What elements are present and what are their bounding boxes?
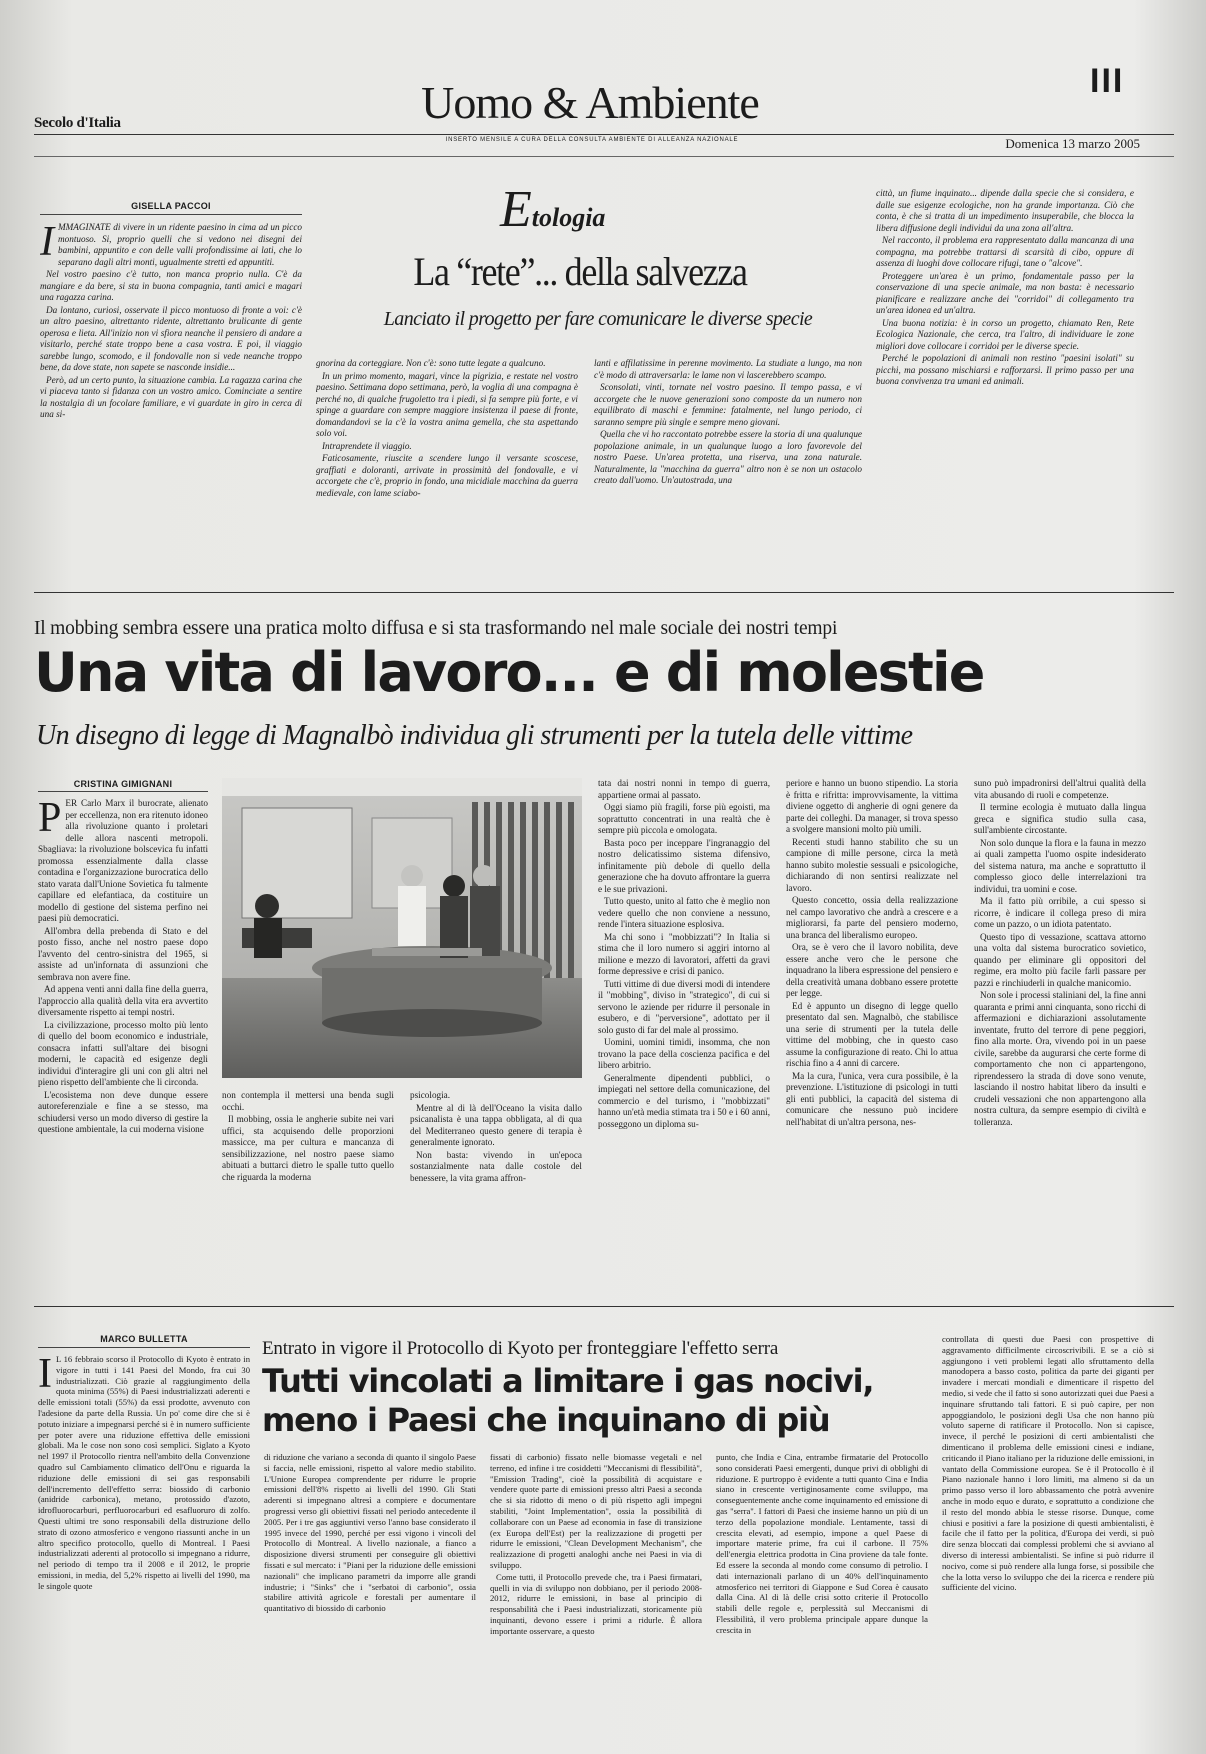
paragraph: Ad appena venti anni dalla fine della guerra, l'approccio alla qualità della vita era avvertito diversamente rispetto ai tempi nostri. xyxy=(38,984,208,1017)
byline-rule xyxy=(38,791,208,792)
article3-headline: Tutti vincolati a limitare i gas nocivi, meno i Paesi che inquinano di più xyxy=(262,1362,874,1439)
masthead-title: Uomo & Ambiente xyxy=(421,77,759,128)
office-photo xyxy=(222,778,582,1078)
paragraph: Una buona notizia: è in corso un progetto, chiamato Ren, Rete Ecologica Nazionale, che cerca, tra l'altro, di individuare le zone migliori dove collocare i corridoi per le diverse specie. xyxy=(876,317,1134,351)
paragraph: di riduzione che variano a seconda di quanto il singolo Paese si faccia, nelle emissioni, rispetto al valore medio stabilito. L'Unione Europea comprendente per ridurre le proprie emissioni dell'8% rispetto ai livelli del 1990. Gli Stati aderenti si impegnano altresì a compiere e documentare progressi verso gli obiettivi fissati nel periodo antecedente il 2005. Per i tre gas aggiuntivi verso l'anno base considerato il 1995 invece del 1990, perché per essi vigono i vincoli del Protocollo di Montreal. A livello nazionale, a fianco a disposizione diversi strumenti per conseguire gli obiettivi fissati e sul mercato: i "Piani per la riduzione delle emissioni nazionali" che implicano parametri da imporre alle grandi industrie; i "Sinks" che i "serbatoi di carbonio", ossia stabilire attività agricole e forestali per aumentare il quantitativo di biossido di carbonio xyxy=(264,1452,476,1614)
paragraph: Intraprendete il viaggio. xyxy=(322,440,412,451)
paragraph: Il mobbing, ossia le angherie subite nei vari uffici, sta acquisendo delle proporzioni massicce, ma per cultura e mancanza di sensibilizzazione, nel nostro paese siamo abituati a buttarci dietro le spalle tutto quello che riguarda la moderna xyxy=(222,1114,394,1182)
paragraph: Oggi siamo più fragili, forse più egoisti, ma soprattutto concentrati in una realtà che è sempre più piccola e omologata. xyxy=(598,802,770,835)
paragraph: Nel racconto, il problema era rappresentato dalla mancanza di una compagna, ma potrebbe trattarsi di scarsità di cibo, oppure di assenza di luoghi dove collocare rifugi, tane o "alcove". xyxy=(876,235,1134,268)
article2-headline: Una vita di lavoro... e di molestie xyxy=(34,641,984,704)
paragraph: Da lontano, curiosi, osservate il picco montuoso di fronte a voi: c'è un altro paesino, altrettanto ridente, altrettanto brulicante di gente operosa e lieta. All'inizio non vi sfiora neanche il pensiero di andare a visitarlo, perché state troppo bene a casa vostra. E poi, il viaggio sarebbe lungo, scomodo, e il fondovalle non si vede neanche troppo bene, da dove state, non sapete se nasconde insidie... xyxy=(40,304,302,372)
paragraph: Non basta: vivendo in un'epoca sostanzialmente nata dalle costole del benessere, la vita grama affron- xyxy=(410,1149,582,1183)
issue-date: Domenica 13 marzo 2005 xyxy=(1005,136,1140,151)
paragraph: Non sole i processi staliniani del, la fine anni quaranta e primi anni cinquanta, sono ricchi di affermazioni e dichiarazioni assolutamente inventate, frutto del terrore di pene peggiori, fino alla morte. Ora, vivendo poi in un paese civile, sarebbe da augurarsi che certe forme di comportamento che non ci appartengono, riprendessero la strada di dove sono venute, lasciando il nostro habitat libero da insulti e crudeli vessazioni che non appartengono alla nostra cultura, da sempre esempio di civiltà e tolleranza. xyxy=(974,990,1146,1127)
drop-cap: P xyxy=(38,798,62,841)
paragraph: suno può impadronirsi dell'altrui qualità della vita abusando di ruoli e competenze. xyxy=(974,778,1146,800)
paragraph: Proteggere un'area è un primo, fondamentale passo per la conservazione di una specie animale, ma non basta: è necessario pianificare e realizzare anche dei "corridoi" di collegamento tra un'area idonea ed un'altra. xyxy=(876,270,1134,315)
paragraph: Ma il fatto più orribile, a cui spesso si ricorre, è indicare il collega preso di mira come un pazzo, o un idiota patentato. xyxy=(974,896,1146,929)
paragraph: periore e hanno un buono stipendio. La storia è fritta e rifritta: improvvisamente, la vittima diviene oggetto di angherie di ogni genere da parte dei colleghi. Da manager, si trova spesso a svolgere mansioni molto più umili. xyxy=(786,778,958,834)
article1-column-1 xyxy=(40,222,302,570)
article2-column-4 xyxy=(598,778,770,1290)
paragraph: Nel vostro paesino c'è tutto, non manca proprio nulla. C'è da mangiare e da bere, si sta in buona compagnia, tanti amici e magari una ragazza carina. xyxy=(40,269,302,302)
paragraph: MMAGINATE di vivere in un ridente paesino in cima ad un picco montuoso. Si, proprio quelli che si vedono nei disegni dei bambini, appuntito e con delle valli profondissime ai lati, che lo separano dagli altri monti, ugualmente stretti ed appuntiti. xyxy=(58,222,302,267)
masthead-rule-lower xyxy=(34,156,1174,157)
article1-column-4 xyxy=(876,188,1134,570)
paragraph: La civilizzazione, processo molto più lento di quello del boom economico e industriale, consacra infatti sull'altare dei bisogni moderni, le capacità ed esigenze degli individui d'interagire gli uni con gli altri nel pieno rispetto dell'ambiente che li circonda. xyxy=(38,1019,208,1087)
article2-column-6 xyxy=(974,778,1146,1290)
paragraph: ER Carlo Marx il burocrate, alienato per eccellenza, non era ritenuto idoneo alla rivoluzione quanto i proletari delle allora nascenti metropoli. Sbagliava: la rivoluzione bolscevica fu infatti promossa essenzialmente dalla classe contadina e l'organizzazione burocratica dello stato varata dall'Unione Sovietica fu talmente capillare ed elefantiaca, da costituire un modello di gestione del sistema perfino nei paesi più democratici. xyxy=(38,798,208,923)
paragraph: Come tutti, il Protocollo prevede che, tra i Paesi firmatari, quelli in via di sviluppo non dobbiano, per il periodo 2008-2012, ridurre le emissioni, in base al principio di responsabilità che i Paesi industrializzati, storicamente più inquinanti, devono essere i primi a ridurle. È allora importante osservare, a questo xyxy=(490,1571,702,1636)
paragraph: Ed è appunto un disegno di legge quello presentato dal sen. Magnalbò, che stabilisce una serie di strumenti per la tutela delle vittime del mobbing, che in questo caso assume la configurazione di reato. Chi lo attua rischia fino a 4 anni di carcere. xyxy=(786,1000,958,1068)
paragraph: Il termine ecologia è mutuato dalla lingua greca e significa studio sulla casa, sull'ambiente circostante. xyxy=(974,802,1146,835)
paragraph: Ma la cura, l'unica, vera cura possibile, è la prevenzione. L'istituzione di psicologi in tutti gli enti pubblici, la capacità del sistema di comunicare che nessuno può incidere nell'habitat di un'altra persona, nes- xyxy=(786,1070,958,1127)
paragraph: L'ecosistema non deve dunque essere autoreferenziale e fine a se stesso, ma schiudersi verso un modo diverso di gestire la questione ambientale, la cui moderna visione xyxy=(38,1089,208,1134)
masthead-tagline: INSERTO MENSILE A CURA DELLA CONSULTA AMBIENTE DI ALLEANZA NAZIONALE xyxy=(445,137,739,143)
paragraph: Sconsolati, vinti, tornate nel vostro paesino. Il tempo passa, e vi accorgete che le nuove generazioni sono composte da un numero non equilibrato di maschi e femmine: fatalmente, nel lungo periodo, ci saranno sempre più single e sempre meno giovani. xyxy=(594,382,862,427)
masthead-rule xyxy=(34,134,1174,135)
article1-headline: La “rete”... della salvezza xyxy=(413,249,747,294)
section-initial: E xyxy=(500,181,532,238)
paragraph: Faticosamente, riuscite a scendere lungo il versante scoscese, graffiati e doloranti, arrivate in prossimità del fondovalle, e vi accorgete che c'è, proprio in fondo, una micidiale macchina da guerra medievale, con lame sciabo- xyxy=(316,453,578,498)
paragraph: Perché le popolazioni di animali non restino "paesini isolati" su picchi, ma possano mischiarsi e rafforzarsi. Il primo passo per una buona convivenza tra umani ed animali. xyxy=(876,353,1134,386)
paragraph: controllata di questi due Paesi con prospettive di aggravamento difficilmente circoscrivibili. E se a ciò si aggiungono i veti problemi legati allo sfruttamento della manodopera a basso costo, politica da parte dei giganti per invadere i mercati mondiali e dimenticare il rispetto del medio, si vede che il fatto si sono autorizzati quei due Paesi a inquinare sfruttando tali fattori. E si può capire, per non appoggiandolo, le posizioni degli Usa che non hanno più voluto saperne di ratificare il Protocollo. Non si capisce, invece, il perché le posizioni di certi ambientalisti che dimenticano il problema delle emissioni cinesi e indiane, criticando il Piano italiano per la riduzione delle emissioni, in vantato della Commissione europea. Se è il Protocollo è il Piano nazionale hanno i loro limiti, ma almeno si da un primo passo verso il loro abbassamento che potrà avvenire anche in modo equo e durato, e soprattutto a condizione che il resto del mondo abbia le stesse risorse. Dunque, come chiusi e positivi a fare la posizione di questi ambientalisti, è facile che il fatto per la politica, d'Europa dei verdi, si può dire senza bloccati dai complessi problemi che si avviano al diverso di interessi ambientalisti. Se infine si può ridurre il nocivo, come si può rendere alla lunga forse, si possibile che che la lotta verso lo sviluppo che dei la ricerca e rendere più sufficiente del vicino. xyxy=(942,1334,1154,1593)
paragraph: Quella che vi ho raccontato potrebbe essere la storia di una qualunque popolazione animale, in un qualunque luogo a loro favorevole del nostro Paese. Un'area protetta, una riserva, una zona naturale. Naturalmente, la "macchina da guerra" altro non è se non un ostacolo creato dall'uomo. Un'autostrada, una xyxy=(594,429,862,485)
section-divider xyxy=(34,592,1174,593)
article3-kicker: Entrato in vigore il Protocollo di Kyoto per fronteggiare l'effetto serra xyxy=(262,1338,779,1359)
article1-column-2 xyxy=(316,358,578,570)
article3-column-5 xyxy=(942,1334,1154,1744)
article2-kicker: Il mobbing sembra essere una pratica molto diffusa e si sta trasformando nel male sociale dei nostri tempi xyxy=(34,618,838,639)
paragraph: città, un fiume inquinato... dipende dalla specie che si considera, e dalle sue esigenze ecologiche, non ha grande importanza. Ciò che conta, è che si tratta di un impedimento insuperabile, che blocca la libera diffusione degli individui da una zona all'altra. xyxy=(876,188,1134,233)
article1-subhead: Lanciato il progetto per fare comunicare le diverse specie xyxy=(383,308,813,330)
paragraph: Basta poco per inceppare l'ingranaggio del nostro delicatissimo sistema difensivo, infinitamente più debole di quello della generazione che ha dovuto affrontare la guerra e le sue privazioni. xyxy=(598,837,770,894)
paragraph: fissati di carbonio) fissato nelle biomasse vegetali e nel terreno, ed infine i tre cosiddetti "Meccanismi di flessibilità", "Emission Trading", cioè la possibilità di acquistare e vendere quote parte di emissioni presso altri Paesi a seconda che si sia ridotto di meno o di più rispetto agli impegni stabiliti, "Joint Implementation", ossia la possibilità di collaborare con un Paese ad economia in fase di transizione (ex Europa dell'Est) per la realizzazione di progetti per ridurre le emissioni, "Clean Development Mechanism", che realizzazione di progetti analoghi anche nei Paesi in via di sviluppo. xyxy=(490,1452,702,1570)
article1-byline: GISELLA PACCOI xyxy=(131,201,211,211)
article2-subhead: Un disegno di legge di Magnalbò individua gli strumenti per la tutela delle vittime xyxy=(36,720,913,751)
article2-column-3 xyxy=(410,1090,582,1290)
drop-cap: I xyxy=(40,222,54,265)
article2-column-1 xyxy=(38,798,208,1290)
paragraph: Uomini, uomini timidi, insomma, che non trovano la pace della coscienza pacifica e del libero arbitrio. xyxy=(598,1037,770,1070)
paragraph: lanti e affilatissime in perenne movimento. La studiate a lungo, ma non c'è modo di attraversarla: le lame non vi lascerebbero scampo. xyxy=(594,358,862,380)
article3-column-2 xyxy=(264,1452,476,1744)
paragraph: tata dai nostri nonni in tempo di guerra, appartiene ormai al passato. xyxy=(598,778,770,800)
drop-cap: I xyxy=(38,1354,52,1397)
article2-column-5 xyxy=(786,778,958,1290)
byline-rule xyxy=(38,1347,250,1348)
paragraph: gnorina da corteggiare. Non c'è: sono tutte legate a qualcuno. xyxy=(316,358,546,368)
paragraph: L 16 febbraio scorso il Protocollo di Kyoto è entrato in vigore in tutti i 141 Paesi del Mondo, fra cui 30 industrializzati. Ciò grazie al raggiungimento della quota minima (55%) di Paesi industrializzati aderenti e delle emissioni totali (55%) da essi prodotte, avvenuto con l'adesione da parte della Russia. Un po' come dire che si è potuto iniziare a impegnarsi perché si è in numero sufficiente per poter avere una riduzione effettiva delle emissioni globali. Ma le cose non sono così semplici. Siglato a Kyoto nel 1997 il Protocollo rientra nell'ambito della Convenzione quadro sul Cambiamento climatico dell'Onu e riguarda la riduzione delle emissioni di sei gas responsabili dell'incremento dell'effetto serra: biossido di carbonio (anidride carbonica), metano, protossido d'azoto, idrofluorocarburi, perfluorocarburi ed esafluoruro di zolfo. Questi ultimi tre sono responsabili della distruzione dello strato di ozono atmosferico e vengono riassunti anche in un altro specifico protocollo, quello di Montreal. I Paesi industrializzati aderenti al protocollo si impegnano a ridurre, nel periodo di tempo tra il 2008 e il 2012, le proprie emissioni, in media, del 5,2% rispetto ai livelli del 1990, ma le singole quote xyxy=(38,1354,250,1591)
paragraph: non contempla il mettersi una benda sugli occhi. xyxy=(222,1090,394,1112)
article1-column-3 xyxy=(594,358,862,570)
paragraph: Recenti studi hanno stabilito che su un campione di mille persone, circa la metà hanno subito molestie sessuali e psicologiche, dichiarando di non sentirsi realizzate nel lavoro. xyxy=(786,836,958,893)
paragraph: All'ombra della prebenda di Stato e del posto fisso, anche nel nostro paese dopo l'avvento del centro-sinistra del 1965, si assiste ad un'infornata di assunzioni che sembrava non avere fine. xyxy=(38,925,208,982)
article2-column-2 xyxy=(222,1090,394,1290)
paragraph: Ma chi sono i "mobbizzati"? In Italia si stima che il loro numero si aggiri intorno al milione e mezzo di lavoratori, affetti da gravi forme depressive e crisi di panico. xyxy=(598,931,770,976)
paragraph: Ora, se è vero che il lavoro nobilita, deve essere anche vero che le persone che inquadrano la libera espressione del pensiero e della creatività umana dobbano essere protette per legge. xyxy=(786,942,958,998)
paragraph: Non solo dunque la flora e la fauna in mezzo ai quali zampetta l'uomo ospite indesiderato del sistema natura, ma anche e soprattutto il complesso gioco delle interrelazioni tra individui, tra uomini e cose. xyxy=(974,837,1146,894)
article2-byline: CRISTINA GIMIGNANI xyxy=(73,779,173,789)
article3-column-1 xyxy=(38,1354,250,1744)
paragraph: In un primo momento, magari, vince la pigrizia, e restate nel vostro paesino. Settimana dopo settimana, però, la voglia di una compagna è perché no, di qualche frugoletto tra i piedi, si fa sempre più forte, e vi spinge a guardare con sempre maggiore insistenza il paese di fronte, domandandovi se la c'è la vostra anima gemella, che sta aspettando solo voi. xyxy=(316,370,578,438)
section-label: Secolo d'Italia xyxy=(34,115,121,131)
paragraph: punto, che India e Cina, entrambe firmatarie del Protocollo sono considerati Paesi emergenti, dunque privi di obblighi di riduzione. E purtroppo è evidente a tutti quanto Cina e India siano in crescente vertiginosamente come sviluppo, ma conseguentemente anche come inquinamento ed emissione di gas "serra". I fattori di Paesi che insieme hanno un più di un terzo della popolazione mondiale. Lentamente, tassi di crescita elevati, ad esempio, impone a quel Paese di importare materie prime, fra cui il carbone. Il 75% dell'energia elettrica prodotta in Cina proviene da tale fonte. Ed essere la seconda al mondo come consumo di petrolio. I dati internazionali parlano di un 40% dell'inquinamento atmosferico nei territori di Giappone e Sud Corea è causato dalla Cina. Al di là delle crisi sotto criterie il Protocollo stabilì delle regole e, perplessità sul Meccanismi di Flessibilità, il vero problema principale appare dunque la crescita in xyxy=(716,1452,928,1635)
paragraph: Mentre al di là dell'Oceano la visita dallo psicanalista è una tappa obbligata, al di qua del Mediterraneo questo genere di terapia è generalmente ignorato. xyxy=(410,1102,582,1147)
byline-rule xyxy=(40,214,302,215)
paragraph: Questo concetto, ossia della realizzazione nel campo lavorativo che andrà a crescere e a migliorarsi, fa parte del pensiero moderno, una branca del liberalismo europeo. xyxy=(786,895,958,940)
paragraph: Tutto questo, unito al fatto che è meglio non vedere quello che non conviene a nessuno, rende l'intera situazione esplosiva. xyxy=(598,896,770,929)
paragraph: Tutti vittime di due diversi modi di intendere il "mobbing", diviso in "strategico", di cui si servono le aziende per ridurre il personale in esubero, e di "perversione", adottato per il solo gusto di far del male al prossimo. xyxy=(598,978,770,1035)
article3-byline: MARCO BULLETTA xyxy=(100,1334,188,1344)
section-divider xyxy=(34,1306,1174,1307)
paragraph: Però, ad un certo punto, la situazione cambia. La ragazza carina che vi piaceva tanto si fidanza con un vostro amico. Cominciate a sentire la nostalgia di un focolare familiare, e vi guardate in giro in cerca di una si- xyxy=(40,374,302,419)
paragraph: Generalmente dipendenti pubblici, o impiegati nel settore della comunicazione, del commercio e del turismo, i "mobbizzati" hanno un'età media stimata tra i 50 e i 60 anni, posseggono un diploma su- xyxy=(598,1072,770,1129)
paragraph: Questo tipo di vessazione, scattava attorno una volta dal sistema burocratico sovietico, quando per eliminare gli oppositori del regime, era molto più facile farli passare per pazzi e rinchiuderli in qualche manicomio. xyxy=(974,931,1146,988)
article3-column-3 xyxy=(490,1452,702,1744)
office-illustration xyxy=(222,778,582,1078)
article3-column-4 xyxy=(716,1452,928,1744)
page-number: III xyxy=(1090,62,1125,100)
section-rest: tologia xyxy=(531,203,606,232)
paragraph: psicologia. xyxy=(410,1090,451,1100)
article1-section-label xyxy=(500,180,605,239)
